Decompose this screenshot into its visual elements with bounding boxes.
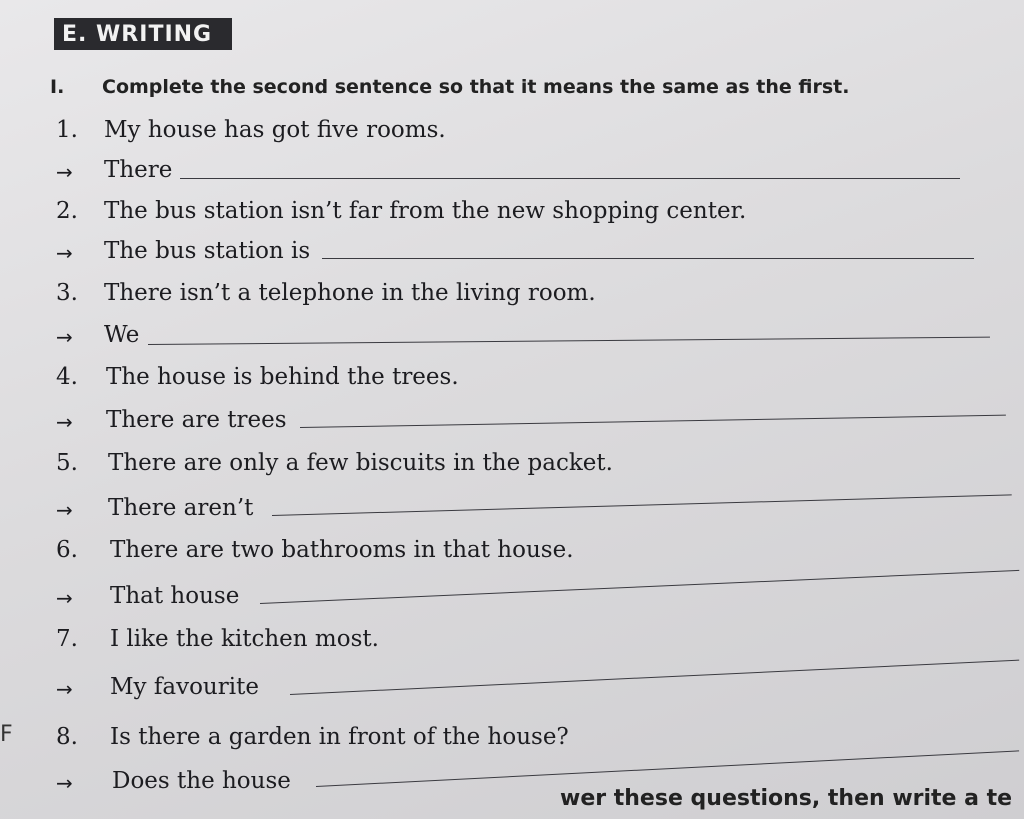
item-sentence: There isn’t a telephone in the living room. [104,280,596,306]
item-7-blank[interactable] [290,660,1019,695]
item-sentence: My house has got five rooms. [104,117,446,143]
answer-start: There are trees [106,407,287,433]
item-5-blank[interactable] [272,494,1012,516]
instruction-text: Complete the second sentence so that it means the same as the first. [102,76,850,98]
section-title: E. WRITING [62,21,213,47]
arrow-icon: → [56,586,73,610]
arrow-icon: → [56,410,73,434]
answer-start: There [104,157,173,183]
item-sentence: I like the kitchen most. [110,626,379,652]
item-6-blank[interactable] [260,570,1019,604]
item-sentence: There are only a few biscuits in the packet. [108,450,613,476]
item-8-blank[interactable] [316,750,1019,787]
item-2-blank[interactable] [322,258,974,259]
footer-partial-text: wer these questions, then write a te [560,786,1013,811]
arrow-icon: → [56,677,73,701]
answer-start: The bus station is [104,238,311,264]
item-number: 2. [56,198,78,224]
answer-start: We [104,322,140,348]
item-number: 6. [56,537,78,563]
section-title-badge [54,18,232,50]
item-3-blank[interactable] [148,337,990,345]
arrow-icon: → [56,160,73,184]
margin-mark: F [0,722,13,747]
answer-start: There aren’t [108,495,254,521]
item-sentence: The house is behind the trees. [106,364,459,390]
item-sentence: There are two bathrooms in that house. [110,537,574,563]
item-number: 3. [56,280,78,306]
arrow-icon: → [56,325,73,349]
item-number: 1. [56,117,78,143]
item-number: 7. [56,626,78,652]
answer-start: My favourite [110,674,259,700]
arrow-icon: → [56,241,73,265]
instruction-number: I. [50,76,65,98]
answer-start: Does the house [112,768,291,794]
item-1-blank[interactable] [180,178,960,179]
item-number: 5. [56,450,78,476]
answer-start: That house [110,583,240,609]
item-sentence: The bus station isn’t far from the new shopping center. [104,198,747,224]
arrow-icon: → [56,498,73,522]
item-number: 8. [56,724,78,750]
instruction [50,76,990,106]
item-sentence: Is there a garden in front of the house? [110,724,569,750]
item-4-blank[interactable] [300,415,1006,428]
item-number: 4. [56,364,78,390]
arrow-icon: → [56,771,73,795]
